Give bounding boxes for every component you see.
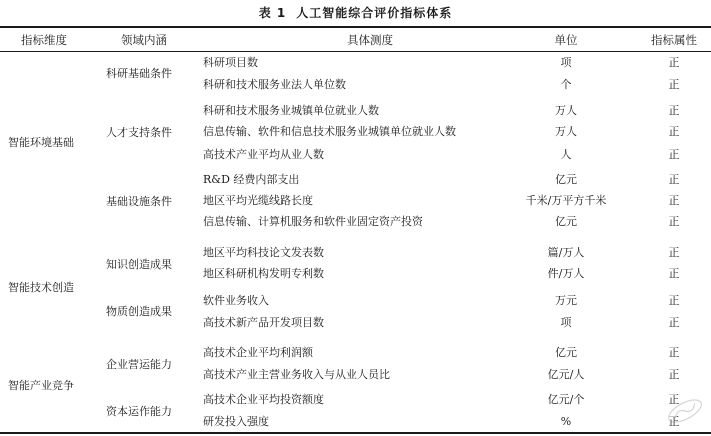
attribute-cell: 正 bbox=[668, 173, 680, 186]
measure-cell: 高技术企业平均投资额度 bbox=[203, 393, 324, 406]
attribute-cell: 正 bbox=[668, 267, 680, 280]
measure-cell: 信息传输、软件和信息技术服务业城镇单位就业人数 bbox=[203, 125, 456, 138]
table-number: 表 1 bbox=[258, 6, 287, 20]
attribute-cell: 正 bbox=[668, 346, 680, 359]
unit-cell: 万人 bbox=[555, 104, 577, 117]
attribute-cell: 正 bbox=[668, 294, 680, 307]
measure-cell: 科研项目数 bbox=[203, 56, 258, 69]
header-rule bbox=[0, 51, 711, 52]
attribute-cell: 正 bbox=[668, 316, 680, 329]
top-rule bbox=[0, 26, 711, 28]
attribute-cell: 正 bbox=[668, 393, 680, 406]
measure-cell: R&D 经费内部支出 bbox=[203, 173, 300, 186]
measure-cell: 研发投入强度 bbox=[203, 415, 269, 428]
attribute-cell: 正 bbox=[668, 246, 680, 259]
unit-cell: 项 bbox=[560, 316, 572, 329]
unit-cell: 亿元 bbox=[555, 215, 577, 228]
domain-research: 科研基础条件 bbox=[106, 67, 172, 80]
unit-cell: 千米/万平方千米 bbox=[525, 194, 607, 207]
measure-cell: 高技术产业主营业务收入与从业人员比 bbox=[203, 368, 390, 381]
measure-cell: 地区科研机构发明专利数 bbox=[203, 267, 324, 280]
domain-capital: 资本运作能力 bbox=[106, 405, 172, 418]
dimension-industry: 智能产业竞争 bbox=[8, 379, 74, 392]
attribute-cell: 正 bbox=[668, 194, 680, 207]
domain-knowledge: 知识创造成果 bbox=[106, 258, 172, 271]
table-caption bbox=[0, 4, 711, 21]
measure-cell: 高技术新产品开发项目数 bbox=[203, 316, 324, 329]
attribute-cell: 正 bbox=[668, 56, 680, 69]
measure-cell: 科研和技术服务业法人单位数 bbox=[203, 78, 346, 91]
unit-cell: 万元 bbox=[555, 294, 577, 307]
attribute-cell: 正 bbox=[668, 368, 680, 381]
domain-infrastructure: 基础设施条件 bbox=[106, 195, 172, 208]
dimension-env: 智能环境基础 bbox=[8, 136, 74, 149]
table-title: 人工智能综合评价指标体系 bbox=[296, 6, 453, 20]
domain-operation: 企业营运能力 bbox=[106, 358, 172, 371]
measure-cell: 科研和技术服务业城镇单位就业人数 bbox=[203, 104, 379, 117]
attribute-cell: 正 bbox=[668, 415, 680, 428]
measure-cell: 地区平均科技论文发表数 bbox=[203, 246, 324, 259]
header-domain: 领域内涵 bbox=[121, 33, 167, 47]
measure-cell: 高技术企业平均利润额 bbox=[203, 346, 313, 359]
header-attribute: 指标属性 bbox=[651, 33, 697, 47]
unit-cell: 篇/万人 bbox=[547, 246, 585, 259]
unit-cell: 个 bbox=[560, 78, 572, 91]
header-unit: 单位 bbox=[554, 33, 578, 47]
attribute-cell: 正 bbox=[668, 148, 680, 161]
unit-cell: 项 bbox=[560, 56, 572, 69]
unit-cell: 亿元 bbox=[555, 346, 577, 359]
unit-cell: 万人 bbox=[555, 125, 577, 138]
header-dimension: 指标维度 bbox=[21, 33, 67, 47]
measure-cell: 地区平均光缆线路长度 bbox=[203, 194, 313, 207]
header-measure: 具体测度 bbox=[347, 33, 393, 47]
unit-cell: % bbox=[560, 415, 572, 428]
unit-cell: 亿元 bbox=[555, 173, 577, 186]
domain-talent: 人才支持条件 bbox=[106, 126, 172, 139]
unit-cell: 人 bbox=[560, 148, 572, 161]
attribute-cell: 正 bbox=[668, 78, 680, 91]
unit-cell: 亿元/个 bbox=[547, 393, 585, 406]
unit-cell: 亿元/人 bbox=[547, 368, 585, 381]
bottom-rule bbox=[0, 432, 711, 434]
attribute-cell: 正 bbox=[668, 215, 680, 228]
measure-cell: 信息传输、计算机服务和软件业固定资产投资 bbox=[203, 215, 423, 228]
measure-cell: 软件业务收入 bbox=[203, 294, 269, 307]
measure-cell: 高技术产业平均从业人数 bbox=[203, 148, 324, 161]
attribute-cell: 正 bbox=[668, 104, 680, 117]
attribute-cell: 正 bbox=[668, 125, 680, 138]
domain-material: 物质创造成果 bbox=[106, 305, 172, 318]
unit-cell: 件/万人 bbox=[547, 267, 585, 280]
dimension-tech: 智能技术创造 bbox=[8, 281, 74, 294]
